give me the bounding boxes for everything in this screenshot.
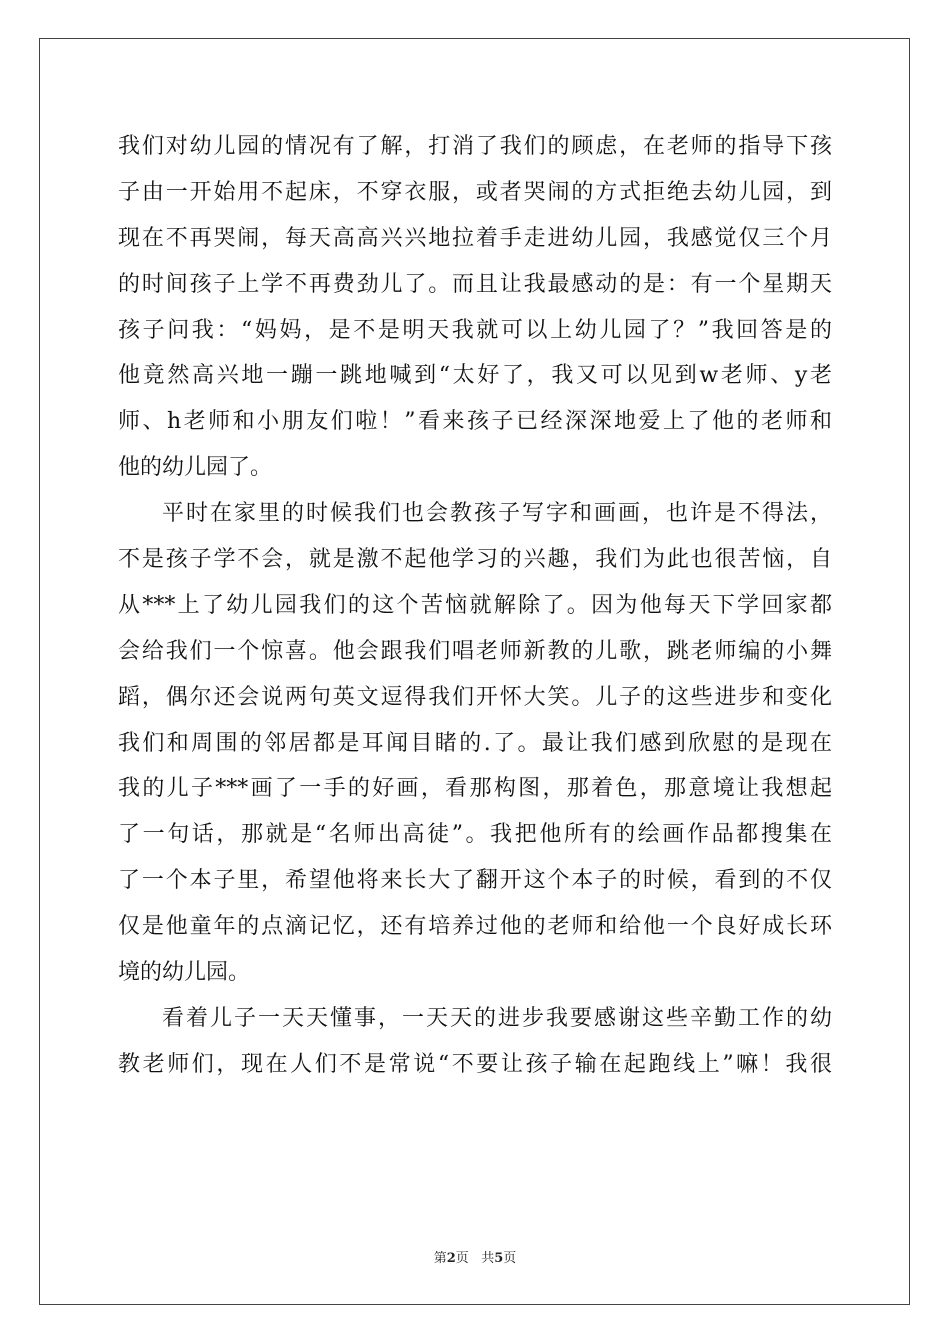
text-line: 境的幼儿园。 [118, 960, 251, 986]
page-footer [0, 1247, 950, 1266]
text-line: 我们和周围的邻居都是耳闻目睹的.了。最让我们感到欣慰的是现在 [118, 730, 832, 756]
text-line: 平时在家里的时候我们也会教孩子写字和画画，也许是不得法， [162, 501, 832, 527]
text-line: 从***上了幼儿园我们的这个苦恼就解除了。因为他每天下学回家都 [118, 592, 832, 618]
total-suffix: 页 [503, 1251, 517, 1266]
total-pages: 5 [494, 1251, 504, 1266]
text-line: 孩子问我：“妈妈，是不是明天我就可以上幼儿园了？”我回答是的 [118, 317, 832, 343]
total-prefix: 共 [481, 1251, 495, 1266]
text-line: 教老师们，现在人们不是常说“不要让孩子输在起跑线上”嘛！我很 [118, 1051, 832, 1077]
text-line: 蹈，偶尔还会说两句英文逗得我们开怀大笑。儿子的这些进步和变化 [118, 684, 832, 710]
text-line: 我们对幼儿园的情况有了解，打消了我们的顾虑，在老师的指导下孩 [118, 134, 832, 159]
text-line: 他竟然高兴地一蹦一跳地喊到“太好了，我又可以见到w老师、y老 [118, 363, 832, 389]
text-line: 子由一开始用不起床，不穿衣服，或者哭闹的方式拒绝去幼儿园，到 [118, 179, 832, 205]
text-line: 会给我们一个惊喜。他会跟我们唱老师新教的儿歌，跳老师编的小舞 [118, 638, 832, 664]
text-line: 他的幼儿园了。 [118, 455, 273, 481]
text-line: 了一句话，那就是“名师出高徒”。我把他所有的绘画作品都搜集在 [118, 822, 832, 848]
text-line: 了一个本子里，希望他将来长大了翻开这个本子的时候，看到的不仅 [118, 868, 832, 894]
document-body [118, 124, 832, 1088]
text-line: 我的儿子***画了一手的好画，看那构图，那着色，那意境让我想起 [118, 776, 832, 802]
page-prefix: 第 [433, 1251, 447, 1266]
text-line: 看着儿子一天天懂事，一天天的进步我要感谢这些辛勤工作的幼 [162, 1005, 832, 1031]
text-line: 不是孩子学不会，就是激不起他学习的兴趣，我们为此也很苦恼，自 [118, 547, 832, 573]
text-line: 现在不再哭闹，每天高高兴兴地拉着手走进幼儿园，我感觉仅三个月 [118, 225, 832, 251]
text-line: 师、h老师和小朋友们啦！”看来孩子已经深深地爱上了他的老师和 [118, 409, 832, 435]
text-line: 仅是他童年的点滴记忆，还有培养过他的老师和给他一个良好成长环 [118, 914, 832, 940]
page-number: 2 [446, 1251, 456, 1266]
page-suffix: 页 [455, 1251, 469, 1266]
text-line: 的时间孩子上学不再费劲儿了。而且让我最感动的是：有一个星期天 [118, 271, 832, 297]
